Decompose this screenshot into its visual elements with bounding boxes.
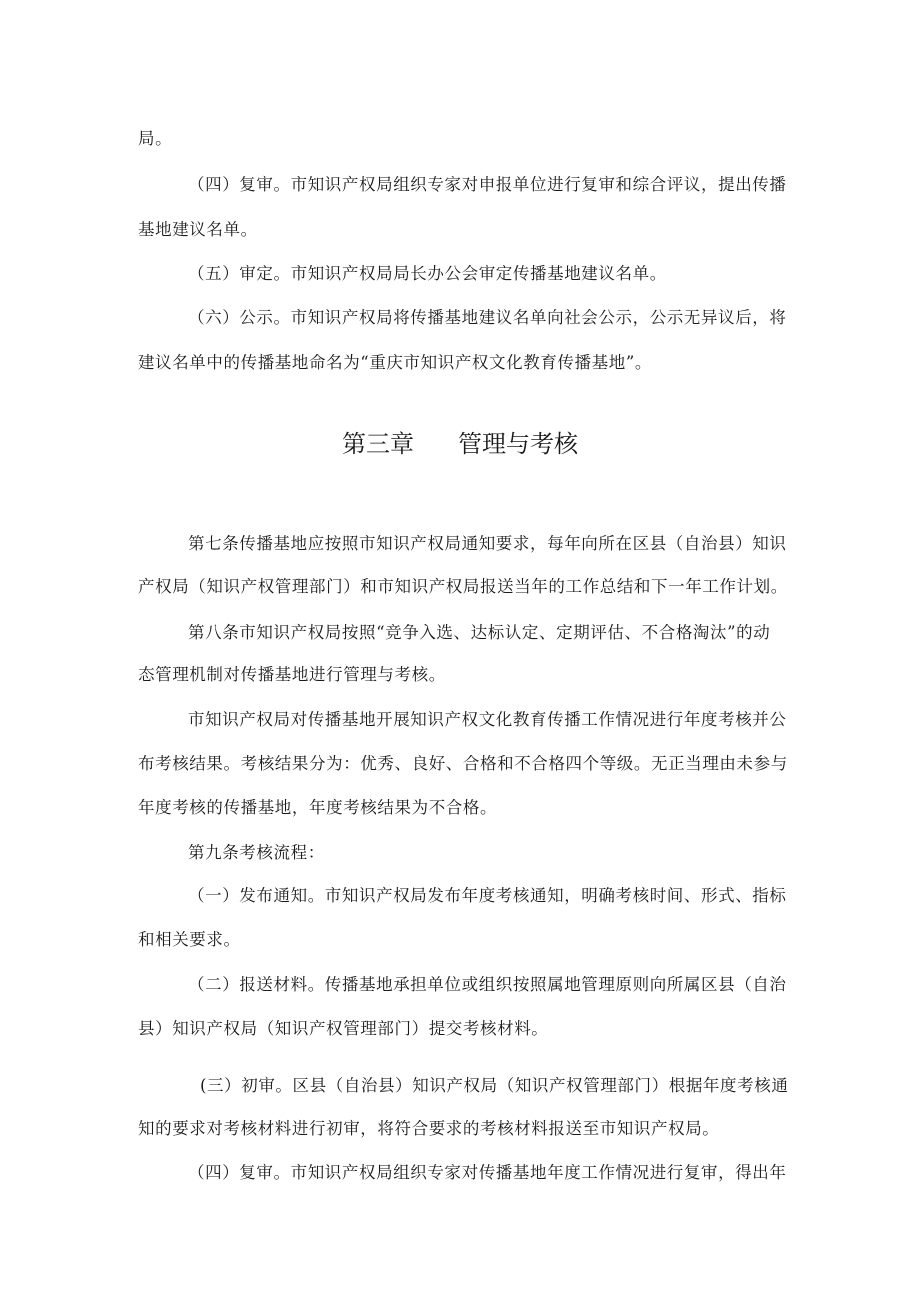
chapter-heading	[0, 427, 920, 461]
text-line: 第七条传播基地应按照市知识产权局通知要求，每年向所在区县（自治县）知识	[188, 534, 787, 553]
text-line: 年度考核的传播基地，年度考核结果为不合格。	[138, 798, 498, 817]
text-line: 第九条考核流程：	[188, 843, 325, 862]
text-line: 产权局（知识产权管理部门）和市知识产权局报送当年的工作总结和下一年工作计划。	[138, 577, 788, 596]
text-line: (三）初审。区县（自治县）知识产权局（知识产权管理部门）根据年度考核通	[200, 1076, 789, 1095]
text-line: 县）知识产权局（知识产权管理部门）提交考核材料。	[138, 1019, 549, 1038]
text-line: 和相关要求。	[138, 930, 241, 949]
text-line: （四）复审。市知识产权局组织专家对申报单位进行复审和综合评议，提出传播	[188, 175, 787, 194]
text-line: 布考核结果。考核结果分为：优秀、良好、合格和不合格四个等级。无正当理由未参与	[138, 754, 788, 773]
text-line: 知的要求对考核材料进行初审，将符合要求的考核材料报送至市知识产权局。	[138, 1119, 720, 1138]
text-line: （二）报送材料。传播基地承担单位或组织按照属地管理原则向所属区县（自治	[188, 975, 787, 994]
text-line: 市知识产权局对传播基地开展知识产权文化教育传播工作情况进行年度考核并公	[188, 710, 787, 729]
chapter-title: 管理与考核	[458, 430, 578, 458]
text-line: 基地建议名单。	[138, 220, 258, 239]
text-line: 建议名单中的传播基地命名为“重庆市知识产权文化教育传播基地”。	[138, 353, 652, 372]
chapter-number: 第三章	[342, 430, 414, 458]
text-line: （四）复审。市知识产权局组织专家对传播基地年度工作情况进行复审，得出年	[188, 1163, 787, 1182]
text-line: （一）发布通知。市知识产权局发布年度考核通知，明确考核时间、形式、指标	[188, 886, 787, 905]
text-line: 局。	[138, 129, 173, 148]
text-line: 第八条市知识产权局按照“竞争入选、达标认定、定期评估、不合格淘汰”的动	[188, 623, 771, 642]
text-line: （五）审定。市知识产权局局长办公会审定传播基地建议名单。	[188, 264, 667, 283]
text-line: （六）公示。市知识产权局将传播基地建议名单向社会公示，公示无异议后，将	[188, 308, 787, 327]
text-line: 态管理机制对传播基地进行管理与考核。	[138, 665, 446, 684]
